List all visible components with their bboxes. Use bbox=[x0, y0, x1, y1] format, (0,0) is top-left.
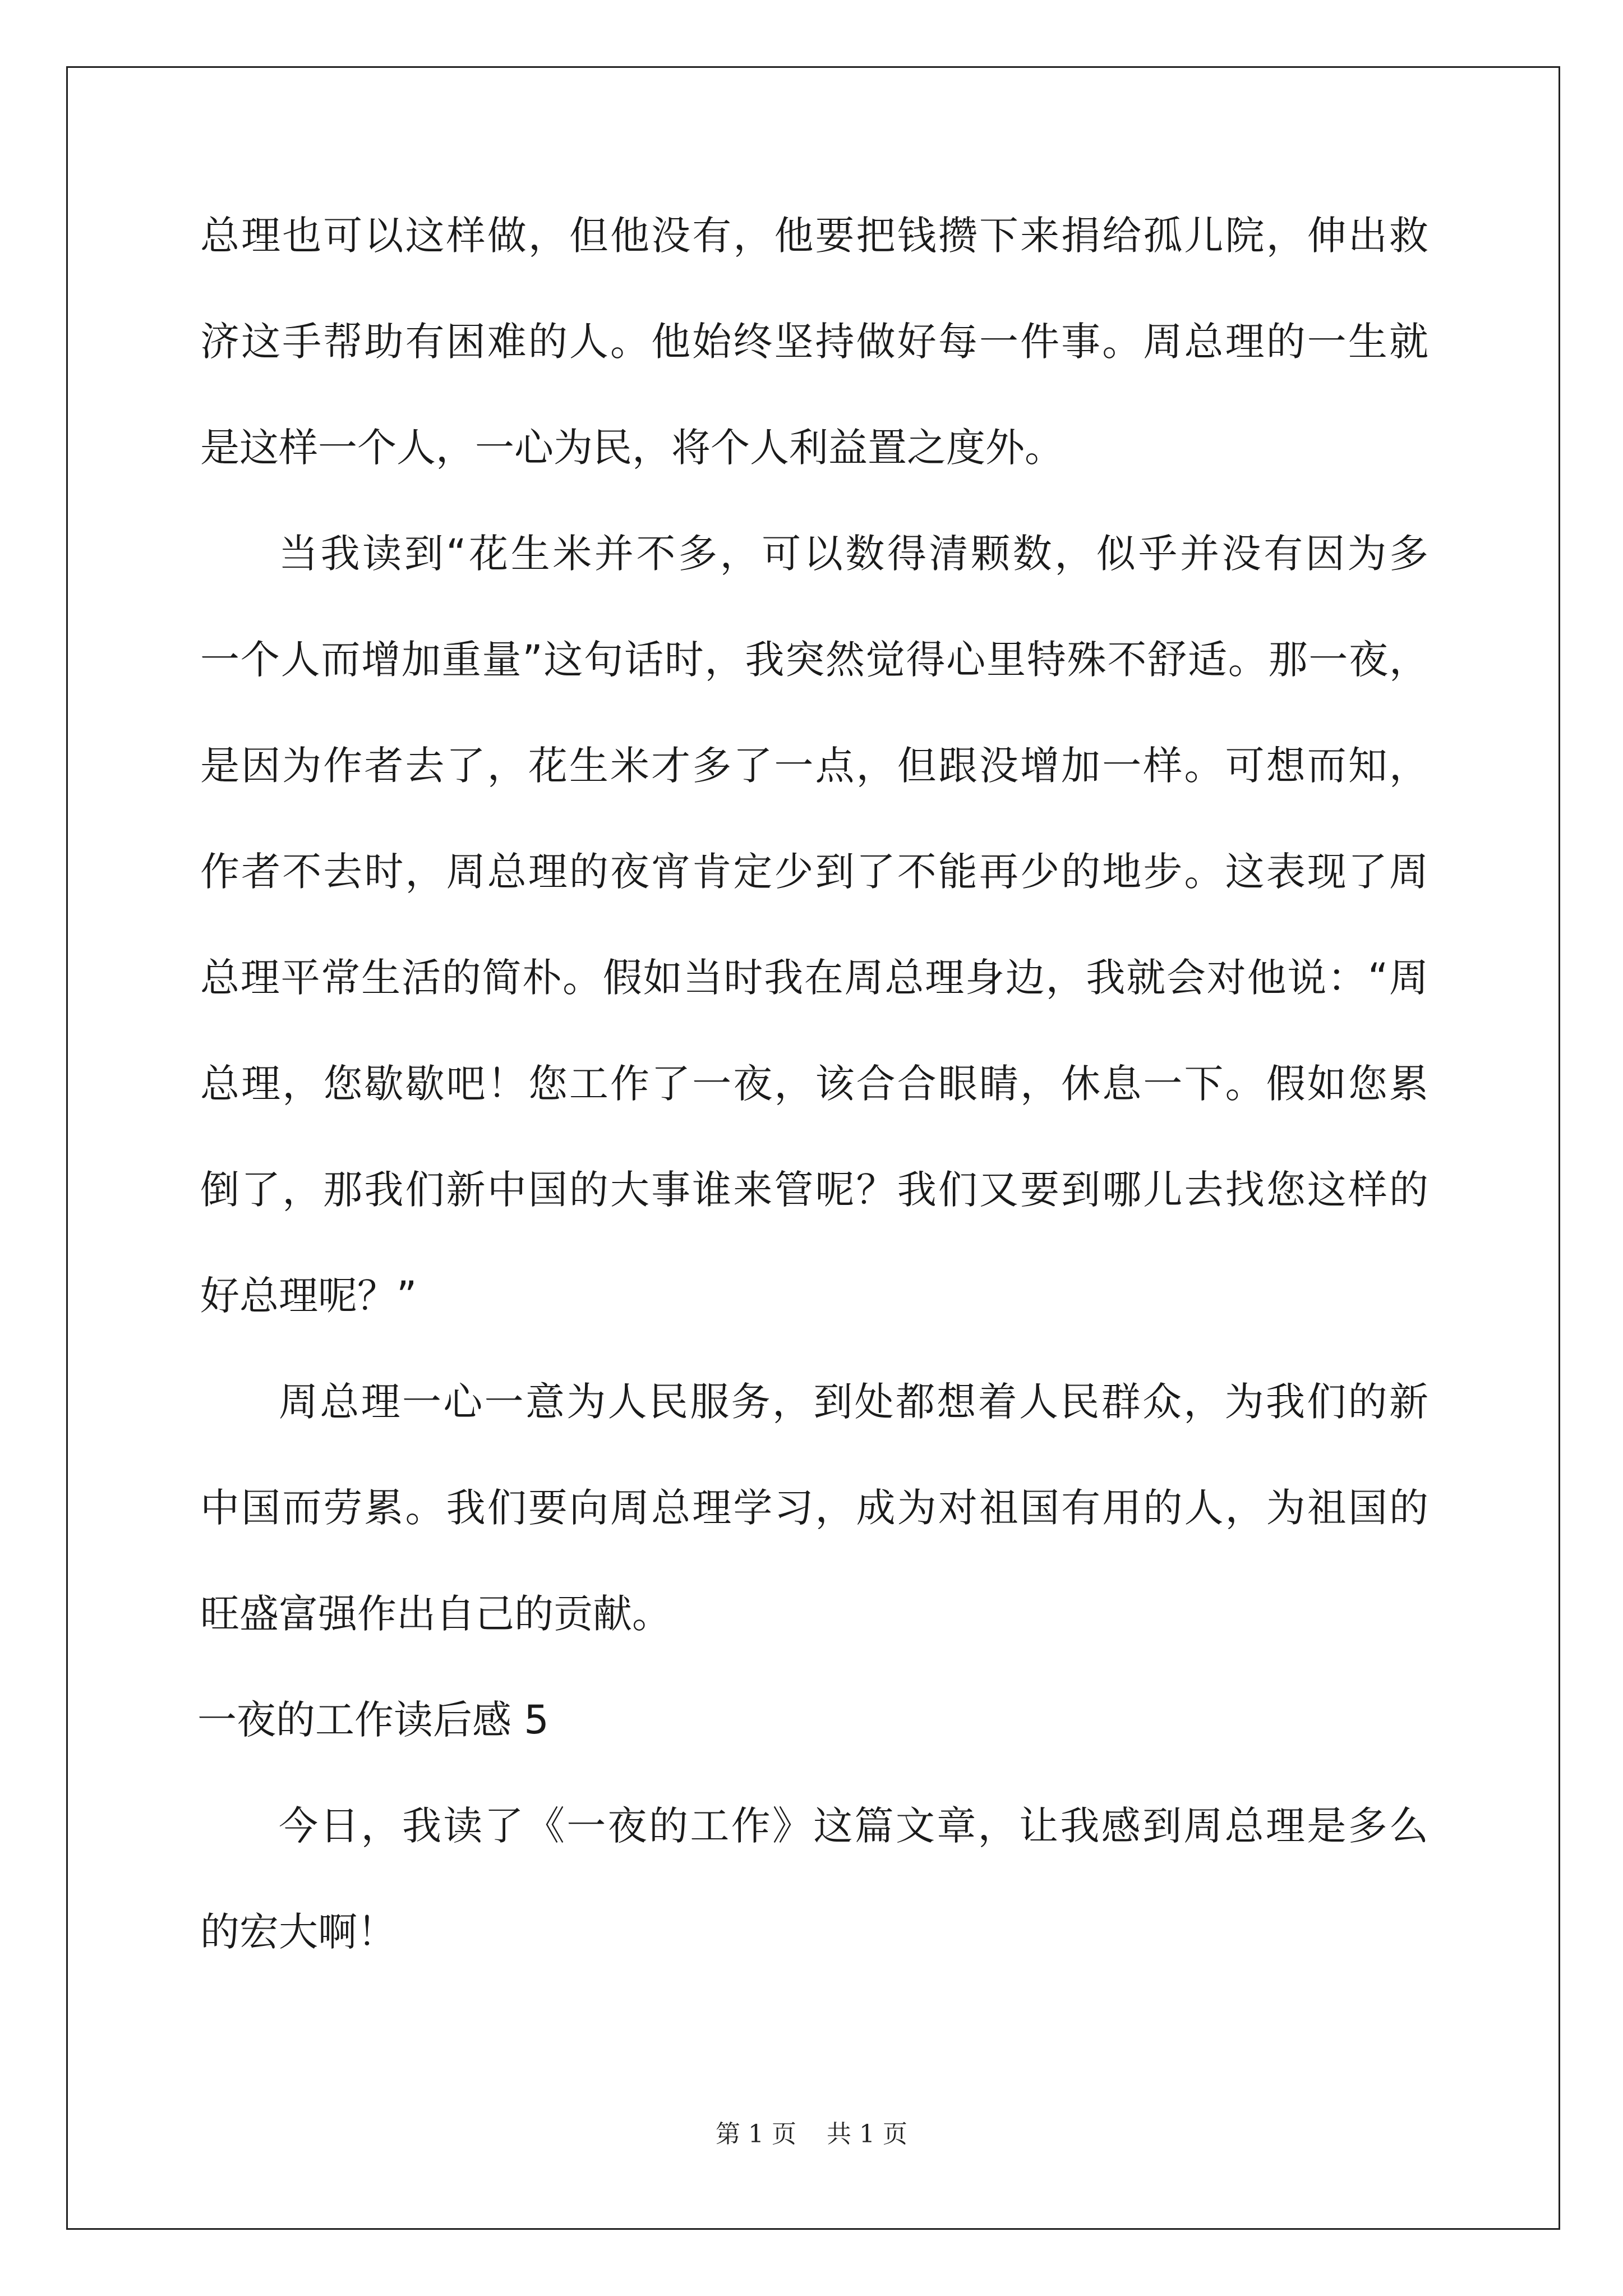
text-line: 总理，您歇歇吧！您工作了一夜，该合合眼睛，休息一下。假如您累 bbox=[200, 1061, 1428, 1107]
document-body bbox=[197, 202, 1428, 2004]
text-line: 总理平常生活的简朴。假如当时我在周总理身边，我就会对他说：“周 bbox=[200, 955, 1428, 1001]
text-line: 作者不去时，周总理的夜宵肯定少到了不能再少的地步。这表现了周 bbox=[200, 849, 1428, 895]
text-line: 是因为作者去了，花生米才多了一点，但跟没增加一样。可想而知， bbox=[200, 743, 1428, 789]
text-line: 中国而劳累。我们要向周总理学习，成为对祖国有用的人，为祖国的 bbox=[200, 1485, 1428, 1531]
text-line: 倒了，那我们新中国的大事谁来管呢？我们又要到哪儿去找您这样的 bbox=[200, 1167, 1428, 1213]
text-line: 的宏大啊！ bbox=[200, 1909, 396, 1955]
text-line: 好总理呢？” bbox=[200, 1273, 417, 1319]
text-line: 济这手帮助有困难的人。他始终坚持做好每一件事。周总理的一生就 bbox=[200, 319, 1428, 365]
text-line: 总理也可以这样做，但他没有，他要把钱攒下来捐给孤儿院，伸出救 bbox=[200, 213, 1428, 259]
page-number-current: 第 1 页 bbox=[716, 2120, 796, 2148]
page-footer bbox=[0, 2114, 1623, 2150]
page-number-total: 共 1 页 bbox=[827, 2120, 907, 2148]
text-line: 周总理一心一意为人民服务，到处都想着人民群众，为我们的新 bbox=[279, 1379, 1428, 1425]
text-line: 是这样一个人，一心为民，将个人利益置之度外。 bbox=[200, 425, 1064, 471]
text-line: 当我读到“花生米并不多，可以数得清颗数，似乎并没有因为多 bbox=[279, 531, 1428, 577]
text-line: 今日，我读了《一夜的工作》这篇文章，让我感到周总理是多么 bbox=[279, 1803, 1428, 1849]
text-line: 一个人而增加重量”这句话时，我突然觉得心里特殊不舒适。那一夜， bbox=[200, 637, 1428, 683]
text-line: 旺盛富强作出自己的贡献。 bbox=[200, 1591, 671, 1637]
section-heading: 一夜的工作读后感 5 bbox=[197, 1697, 549, 1743]
